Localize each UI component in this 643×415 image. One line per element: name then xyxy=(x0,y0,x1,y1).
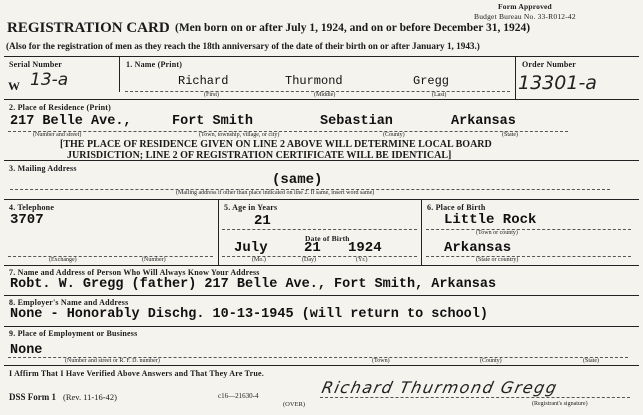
employment-state-label: (State) xyxy=(583,358,599,364)
name-first-label: (First) xyxy=(204,92,219,98)
age-label: 5. Age in Years xyxy=(224,203,278,212)
mailing-label: 3. Mailing Address xyxy=(9,164,77,173)
name-first: Richard xyxy=(178,74,229,88)
serial-label: Serial Number xyxy=(9,60,63,69)
birthplace-town-label: (Town or county) xyxy=(476,230,518,236)
dob-year-label: (Yr.) xyxy=(356,257,368,263)
serial-value: 13-a xyxy=(30,70,69,90)
card-title: REGISTRATION CARD xyxy=(7,20,170,36)
dob-label: Date of Birth xyxy=(305,234,350,243)
mailing-note: (Mailing address if other than place indicated on line 2. If same, insert word same) xyxy=(176,190,375,196)
state-label: (State) xyxy=(502,132,518,138)
contact-label: 7. Name and Address of Person Who Will Always Know Your Address xyxy=(9,268,260,277)
birthplace-state: Arkansas xyxy=(444,240,512,256)
form-approved: Form Approved xyxy=(498,2,552,11)
mailing-value: (same) xyxy=(272,172,323,188)
dob-year: 1924 xyxy=(348,240,382,256)
budget-number: Budget Bureau No. 33-R012-42 xyxy=(474,12,576,21)
name-middle-label: (Middle) xyxy=(314,92,336,98)
employment-street-label: (Number and street or R. F. D. number) xyxy=(65,358,160,364)
registrant-signature: Richard Thurmond Gregg xyxy=(319,378,560,397)
birthplace-state-label: (State or country) xyxy=(476,257,519,263)
name-last: Gregg xyxy=(413,74,450,88)
telephone-label: 4. Telephone xyxy=(9,203,55,212)
exchange-label: (Exchange) xyxy=(49,257,77,263)
residence-state: Arkansas xyxy=(451,114,516,129)
residence-town: Fort Smith xyxy=(172,114,254,129)
affirmation: I Affirm That I Have Verified Above Answers and That They Are True. xyxy=(9,369,264,378)
telephone-value: 3707 xyxy=(10,212,44,228)
employment-town-label: (Town) xyxy=(372,358,390,364)
name-last-label: (Last) xyxy=(432,92,447,98)
street-label: (Number and street) xyxy=(33,132,82,138)
dob-day-label: (Day) xyxy=(302,257,316,263)
town-label: (Town, township, village, or city) xyxy=(199,132,280,138)
employer-value: None - Honorably Dischg. 10-13-1945 (will return to school) xyxy=(10,307,488,322)
employment-value: None xyxy=(10,343,43,358)
over-label: (OVER) xyxy=(283,401,306,408)
employment-label: 9. Place of Employment or Business xyxy=(9,329,138,338)
signature-label: (Registrant's signature) xyxy=(532,401,588,407)
employer-label: 8. Employer's Name and Address xyxy=(9,298,129,307)
age-value: 21 xyxy=(254,213,271,229)
dob-month: July xyxy=(234,240,268,256)
name-label: 1. Name (Print) xyxy=(126,60,183,69)
county-label: (County) xyxy=(383,132,405,138)
residence-street: 217 Belle Ave., xyxy=(10,114,132,129)
form-number: DSS Form 1 xyxy=(9,392,56,402)
card-subtitle: (Men born on or after July 1, 1924, and on or before December 31, 1924) xyxy=(175,22,531,34)
residence-label: 2. Place of Residence (Print) xyxy=(9,103,111,112)
name-middle: Thurmond xyxy=(285,74,343,88)
employment-county-label: (County) xyxy=(480,358,502,364)
form-revision: (Rev. 11-16-42) xyxy=(63,392,117,402)
dob-month-label: (Mo.) xyxy=(252,257,266,263)
residence-county: Sebastian xyxy=(320,114,393,129)
contact-value: Robt. W. Gregg (father) 217 Belle Ave., Fort Smith, Arkansas xyxy=(10,277,497,292)
card-subtitle-2: (Also for the registration of men as they reach the 18th anniversary of the date of their birth on or after January 1, 1943.) xyxy=(6,41,480,51)
order-label: Order Number xyxy=(522,60,577,69)
form-code: c16—21630-4 xyxy=(218,392,259,400)
serial-prefix: W xyxy=(8,79,20,93)
order-value: 13301-a xyxy=(518,72,597,94)
number-label: (Number) xyxy=(142,257,166,263)
birthplace-label: 6. Place of Birth xyxy=(427,203,486,212)
dob-day: 21 xyxy=(304,240,321,256)
residence-notice-1: [THE PLACE OF RESIDENCE GIVEN ON LINE 2 ABOVE WILL DETERMINE LOCAL BOARD xyxy=(60,139,492,150)
birthplace-town: Little Rock xyxy=(444,212,537,228)
residence-notice-2: JURISDICTION; LINE 2 OF REGISTRATION CERTIFICATE WILL BE IDENTICAL] xyxy=(67,150,452,161)
